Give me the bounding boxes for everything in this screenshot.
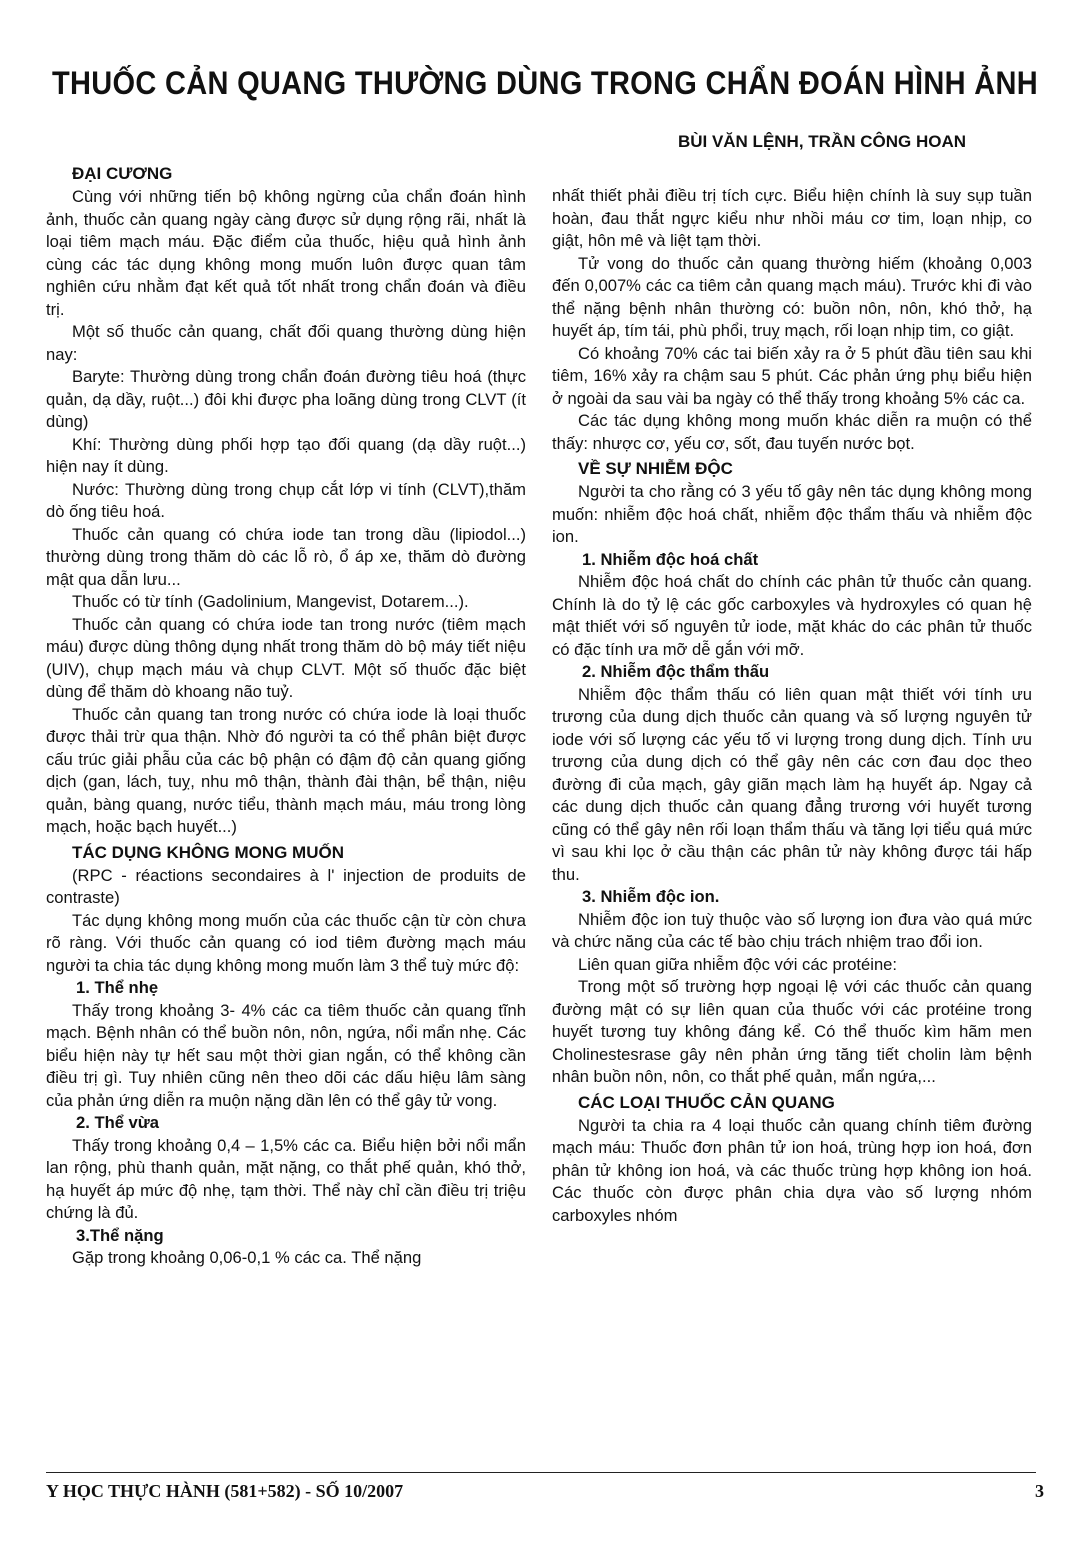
subheading-the-nhe: 1. Thể nhẹ [76,978,159,997]
paragraph: Thuốc cản quang có chứa iode tan trong dầu (lipiodol...) thường dùng trong thăm dò các lỗ rò, ổ áp xe, thăm dò đường mật qua dẫn lưu... [46,524,526,589]
paragraph: Người ta cho rằng có 3 yếu tố gây nên tác dụng không mong muốn: nhiễm độc hoá chất, nhiễm độc thẩm thấu và nhiễm độc ion. [552,482,1032,546]
paragraph: Nước: Thường dùng trong chụp cắt lớp vi tính (CLVT),thăm dò ống tiêu hoá. [46,479,526,521]
page-number: 3 [1035,1481,1044,1501]
paragraph: Baryte: Thường dùng trong chẩn đoán đường tiêu hoá (thực quản, dạ dầy, ruột...) đôi khi được pha loãng dùng trong CLVT (ít dùng) [46,367,526,431]
paragraph: nhất thiết phải điều trị tích cực. Biểu hiện chính là suy sụp tuần hoàn, đau thắt ngực kiểu như nhồi máu cơ tim, loạn nhịp, co giật, hôn mê và liệt tạm thời. [552,186,1032,250]
paragraph: Nhiễm độc hoá chất do chính các phân tử thuốc cản quang. Chính là do tỷ lệ các gốc carboxyles và hydroxyles có quan hệ mật thiết với số nguyên tử iode, mặt khác do các phân tử thuốc có đặc tính ưa mỡ dễ gắn với mỡ. [552,572,1032,659]
subheading-the-vua: 2. Thể vừa [76,1113,160,1132]
paragraph: Tác dụng không mong muốn của các thuốc cận từ còn chưa rõ ràng. Với thuốc cản quang có iod tiêm đường mạch máu người ta chia tác dụng không mong muốn làm 3 thể tuỳ mức độ: [46,910,526,975]
left-column [46,160,526,1270]
paragraph: Nhiễm độc ion tuỳ thuộc vào số lượng ion đưa vào quá mức và chức năng của các tế bào chịu trách nhiệm trao đổi ion. [552,909,1032,951]
subheading-hoa-chat: 1. Nhiễm độc hoá chất [582,549,759,569]
page-title: THUỐC CẢN QUANG THƯỜNG DÙNG TRONG CHẨN ĐOÁN HÌNH ẢNH [52,66,1038,102]
right-column [552,185,1032,1227]
paragraph: Có khoảng 70% các tai biến xảy ra ở 5 phút đầu tiên sau khi tiêm, 16% xảy ra chậm sau 5 phút. Các phản ứng phụ biểu hiện ở ngoài da sau vài ba ngày có thể thấy trong khoảng 5% các ca. [552,343,1032,408]
paragraph: Thấy trong khoảng 0,4 – 1,5% các ca. Biểu hiện bởi nổi mẩn lan rộng, phù thanh quản, mặt nặng, co thắt phế quản, khó thở, hạ huyết áp mức độ nhẹ, tạm thời. Thể này chỉ cần điều trị triệu chứng là đủ. [46,1135,526,1222]
section-heading-tac-dung: TÁC DỤNG KHÔNG MONG MUỐN [72,842,344,862]
paragraph: Liên quan giữa nhiễm độc với các protéine: [578,954,898,974]
paragraph: Khí: Thường dùng phối hợp tạo đối quang (dạ dầy ruột...) hiện nay ít dùng. [46,434,526,476]
paragraph: Tử vong do thuốc cản quang thường hiếm (khoảng 0,003 đến 0,007% các ca tiêm cản quang mạch máu). Trước khi đi vào thể nặng bệnh nhân thường có: buồn nôn, nôn, khó thở, hạ huyết áp, tím tái, phù phổi, truỵ mạch, rối loạn nhịp tim, co giật. [552,253,1032,340]
paragraph: Thuốc cản quang tan trong nước có chứa iode là loại thuốc được thải trừ qua thận. Nhờ đó người ta có thể phân biệt được cấu trúc giải phẫu của các bộ phận có đậm độ cản quang giống dịch (gan, lách, tuỵ, nhu mô thận, thành đài thận, bể thận, niệu quản, bàng quang, nước tiểu, thành mạch máu, máu trong lòng mạch, hoặc bạch huyết...) [46,704,526,836]
paragraph: Thuốc cản quang có chứa iode tan trong nước (tiêm mạch máu) được dùng thông dụng nhất trong thăm dò bộ máy tiết niệu (UIV), chụp mạch máu và chụp CLVT. Một số thuốc đặc biệt dùng để thăm dò khoang não tuỷ. [46,614,526,701]
paragraph: Thuốc có từ tính (Gadolinium, Mangevist, Dotarem...). [72,592,469,611]
paragraph: Thấy trong khoảng 3- 4% các ca tiêm thuốc cản quang tĩnh mạch. Bệnh nhân có thể buồn nôn, nôn, ngứa, nổi mẩn nhẹ. Các biểu hiện này tự hết sau một thời gian ngắn, có thể không cần điều trị gì. Tuy nhiên cũng nên theo dõi các dấu hiệu lâm sàng của phản ứng diễn ra muộn nặng dần lên có thể gây tử vong. [46,1000,526,1110]
paragraph: Người ta chia ra 4 loại thuốc cản quang chính tiêm đường mạch máu: Thuốc đơn phân tử ion hoá, trùng hợp ion hoá, đơn phân tử không ion hoá, và các thuốc trùng hợp không ion hoá. Các thuốc còn được phân chia dựa vào số lượng nhóm carboxyles nhóm [552,1115,1032,1225]
paragraph: (RPC - réactions secondaires à l' injection de produits de contraste) [46,865,526,907]
subheading-the-nang: 3.Thể nặng [76,1225,164,1245]
paragraph: Trong một số trường hợp ngoại lệ với các thuốc cản quang đường mật có sự liên quan của thuốc với các protéine trong huyết tương tuy không đáng kể. Có thể thuốc kìm hãm men Cholinestesrase gây nên phản ứng tăng tiết cholin làm bệnh nhân buồn nôn, nôn, co thắt phế quản, mẩn ngứa,... [552,977,1032,1086]
paragraph: Một số thuốc cản quang, chất đối quang thường dùng hiện nay: [46,322,526,364]
paragraph: Nhiễm độc thẩm thấu có liên quan mật thiết với tính ưu trương của dung dịch thuốc cản quang và số lượng nguyên tử iode với số lượng các yếu tố vi lượng trong dung dịch. Tính ưu trương của dung dịch có thể gây nên các cơn đau dọc theo đường đi của mạch, gây giãn mạch làm hạ huyết áp. Ngay cả các dung dịch thuốc cản quang đẳng trương với huyết tương cũng có thể gây nên rối loạn thẩm thấu và tăng lợi tiểu quá mức vì sau khi lọc ở cầu thận các phân tử này không được tái hấp thu. [552,684,1032,884]
journal-footer: Y HỌC THỰC HÀNH (581+582) - SỐ 10/2007 [46,1481,404,1501]
paragraph: Cùng với những tiến bộ không ngừng của chẩn đoán hình ảnh, thuốc cản quang ngày càng được sử dụng rộng rãi, nhất là loại tiêm mạch máu. Đặc điểm của thuốc, hiệu quả hình ảnh cùng các tác dụng không mong muốn luôn được quan tâm nghiên cứu nhằm đạt kết quả tốt nhất trong chẩn đoán và điều trị. [46,187,526,319]
footer-rule [46,1472,1036,1473]
authors: BÙI VĂN LỆNH, TRẦN CÔNG HOAN [677,132,966,151]
section-heading-cac-loai: CÁC LOẠI THUỐC CẢN QUANG [578,1092,835,1112]
subheading-ion: 3. Nhiễm độc ion. [582,887,720,906]
paragraph: Các tác dụng không mong muốn khác diễn ra muộn có thể thấy: nhược cơ, yếu cơ, sốt, đau tuyến nước bọt. [552,411,1032,453]
subheading-tham-thau: 2. Nhiễm độc thẩm thấu [582,662,770,681]
section-heading-nhiem-doc: VỀ SỰ NHIỄM ĐỘC [578,459,733,478]
paragraph: Gặp trong khoảng 0,06-0,1 % các ca. Thể nặng [72,1248,422,1267]
section-heading-dai-cuong: ĐẠI CƯƠNG [72,164,173,183]
